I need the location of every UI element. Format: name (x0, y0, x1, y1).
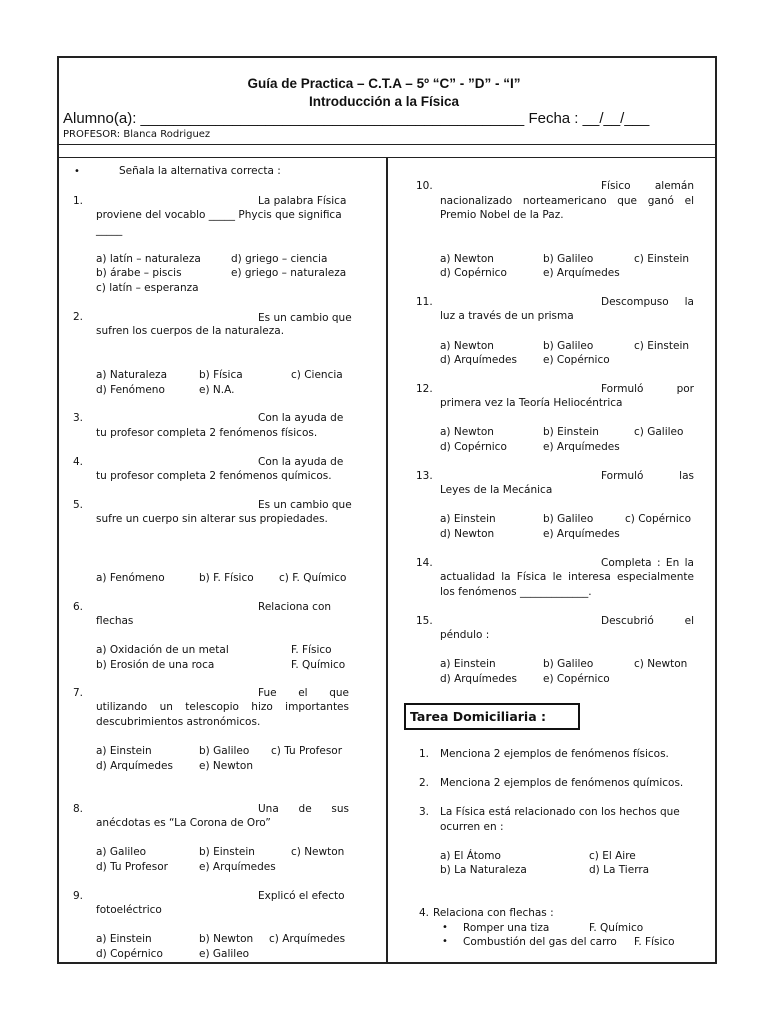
option: e) Galileo (199, 948, 250, 960)
homework-number: 3. (419, 806, 430, 818)
question-text: péndulo : (440, 629, 490, 641)
option: F. Químico (291, 659, 346, 671)
homework-title: Tarea Domiciliaria : (404, 703, 580, 730)
option: c) Galileo (634, 426, 684, 438)
teacher-name: PROFESOR: Blanca Rodriguez (63, 129, 211, 140)
instruction: Señala la alternativa correcta : (119, 165, 281, 177)
option: c) Copérnico (625, 513, 691, 525)
page-title: Guía de Practica – C.T.A – 5º “C” - ”D” - “I” (247, 76, 521, 91)
option: a) Newton (440, 426, 494, 438)
question-number: 9. (73, 890, 84, 902)
option: d) Fenómeno (96, 384, 165, 396)
option: c) Ciencia (291, 369, 343, 381)
question-text: nacionalizado norteamericano que ganó el (440, 195, 694, 207)
option: d) La Tierra (589, 864, 650, 876)
question-text: los fenómenos _____________. (440, 586, 592, 598)
question-text: descubrimientos astronómicos. (96, 716, 261, 728)
question-text: Es un cambio que (258, 312, 352, 324)
option: d) Copérnico (440, 441, 507, 453)
question-text: primera vez la Teoría Heliocéntrica (440, 397, 623, 409)
option: a) latín – naturaleza (96, 253, 201, 265)
option: b) Física (199, 369, 243, 381)
bullet-icon: • (74, 166, 80, 177)
question-text: proviene del vocablo _____ Phycis que significa (96, 209, 342, 221)
question-text: Descubrió el (601, 615, 694, 627)
homework-number: 1. (419, 748, 430, 760)
option: e) griego – naturaleza (231, 267, 347, 279)
question-text: Relaciona con (258, 601, 332, 613)
question-text: fotoeléctrico (96, 904, 162, 916)
question-text: sufren los cuerpos de la naturaleza. (96, 325, 285, 337)
question-text: Leyes de la Mecánica (440, 484, 553, 496)
header-divider (57, 144, 717, 145)
option: e) Arquímedes (543, 441, 620, 453)
question-number: 2. (73, 311, 84, 323)
student-name-line: Alumno(a): ______________________________________________ Fecha : __/__/___ (63, 110, 650, 127)
column-divider (386, 158, 388, 964)
option: a) Newton (440, 253, 494, 265)
question-text: Descompuso la (601, 296, 694, 308)
homework-item: Menciona 2 ejemplos de fenómenos químicos. (440, 777, 684, 789)
bullet-icon: • (442, 936, 448, 947)
homework-item: Menciona 2 ejemplos de fenómenos físicos. (440, 748, 669, 760)
match-item: F. Físico (634, 936, 675, 948)
option: e) Arquímedes (199, 861, 276, 873)
option: a) Fenómeno (96, 572, 165, 584)
homework-item: Relaciona con flechas : (433, 907, 554, 919)
option: c) Einstein (634, 253, 690, 265)
option: a) El Átomo (440, 850, 501, 862)
question-text: luz a través de un prisma (440, 310, 574, 322)
question-text: tu profesor completa 2 fenómenos químicos. (96, 470, 332, 482)
option: d) griego – ciencia (231, 253, 328, 265)
option: c) Tu Profesor (271, 745, 343, 757)
option: e) Newton (199, 760, 253, 772)
question-text: Con la ayuda de (258, 456, 344, 468)
question-text: Explicó el efecto (258, 890, 345, 902)
option: c) F. Químico (279, 572, 347, 584)
option: b) Galileo (543, 658, 594, 670)
option: d) Newton (440, 528, 495, 540)
option: e) Arquímedes (543, 528, 620, 540)
question-number: 14. (416, 557, 433, 569)
option: b) La Naturaleza (440, 864, 527, 876)
question-number: 13. (416, 470, 433, 482)
option: b) Einstein (543, 426, 599, 438)
option: a) Naturaleza (96, 369, 168, 381)
option: a) Galileo (96, 846, 147, 858)
page-subtitle: Introducción a la Física (308, 94, 460, 109)
question-text: La palabra Física (258, 195, 347, 207)
option: d) Arquímedes (440, 673, 517, 685)
option: c) El Aire (589, 850, 636, 862)
question-text: tu profesor completa 2 fenómenos físicos. (96, 427, 318, 439)
question-text: Formuló las (601, 470, 694, 482)
option: d) Copérnico (440, 267, 507, 279)
option: d) Copérnico (96, 948, 163, 960)
option: b) Erosión de una roca (96, 659, 215, 671)
option: b) Newton (199, 933, 254, 945)
option: a) Einstein (440, 658, 496, 670)
option: b) Galileo (543, 340, 594, 352)
homework-item: ocurren en : (440, 821, 504, 833)
question-text: Es un cambio que (258, 499, 352, 511)
question-number: 15. (416, 615, 433, 627)
question-text: Premio Nobel de la Paz. (440, 209, 564, 221)
option: b) Einstein (199, 846, 255, 858)
question-text: anécdotas es “La Corona de Oro” (96, 817, 271, 829)
option: b) F. Físico (199, 572, 254, 584)
question-text: utilizando un telescopio hizo importantes (96, 701, 349, 713)
question-text: Una de sus (258, 803, 349, 815)
homework-number: 2. (419, 777, 430, 789)
option: e) Copérnico (543, 673, 610, 685)
question-text: Físico alemán (601, 180, 694, 192)
option: b) Galileo (199, 745, 250, 757)
question-number: 5. (73, 499, 84, 511)
match-item: F. Químico (589, 922, 644, 934)
option: c) Newton (634, 658, 688, 670)
option: F. Físico (291, 644, 332, 656)
option: c) Newton (291, 846, 345, 858)
option: d) Tu Profesor (96, 861, 168, 873)
question-number: 8. (73, 803, 84, 815)
bullet-icon: • (442, 922, 448, 933)
option: c) latín – esperanza (96, 282, 199, 294)
question-text: Fue el que (258, 687, 349, 699)
question-number: 7. (73, 687, 84, 699)
option: a) Oxidación de un metal (96, 644, 229, 656)
option: b) Galileo (543, 253, 594, 265)
option: d) Arquímedes (96, 760, 173, 772)
question-number: 3. (73, 412, 84, 424)
option: a) Einstein (96, 933, 152, 945)
option: a) Einstein (96, 745, 152, 757)
homework-item: La Física está relacionado con los hechos que (440, 806, 680, 818)
match-item: Combustión del gas del carro (463, 936, 617, 948)
option: c) Einstein (634, 340, 690, 352)
option: b) árabe – piscis (96, 267, 182, 279)
question-number: 10. (416, 180, 433, 192)
option: e) Copérnico (543, 354, 610, 366)
question-number: 4. (73, 456, 84, 468)
option: d) Arquímedes (440, 354, 517, 366)
question-text: sufre un cuerpo sin alterar sus propiedades. (96, 513, 328, 525)
option: a) Newton (440, 340, 494, 352)
question-text: Formuló por (601, 383, 694, 395)
option: e) N.A. (199, 384, 235, 396)
option: c) Arquímedes (269, 933, 346, 945)
question-number: 11. (416, 296, 433, 308)
option: b) Galileo (543, 513, 594, 525)
question-text: _____ (96, 224, 123, 236)
match-item: Romper una tiza (463, 922, 550, 934)
question-text: actualidad la Física le interesa especialmente (440, 571, 694, 583)
question-text: Con la ayuda de (258, 412, 344, 424)
homework-number: 4. (419, 907, 430, 919)
question-number: 1. (73, 195, 84, 207)
question-text: flechas (96, 615, 134, 627)
option: e) Arquímedes (543, 267, 620, 279)
question-number: 6. (73, 601, 84, 613)
option: a) Einstein (440, 513, 496, 525)
question-text: Completa : En la (601, 557, 694, 569)
question-number: 12. (416, 383, 433, 395)
